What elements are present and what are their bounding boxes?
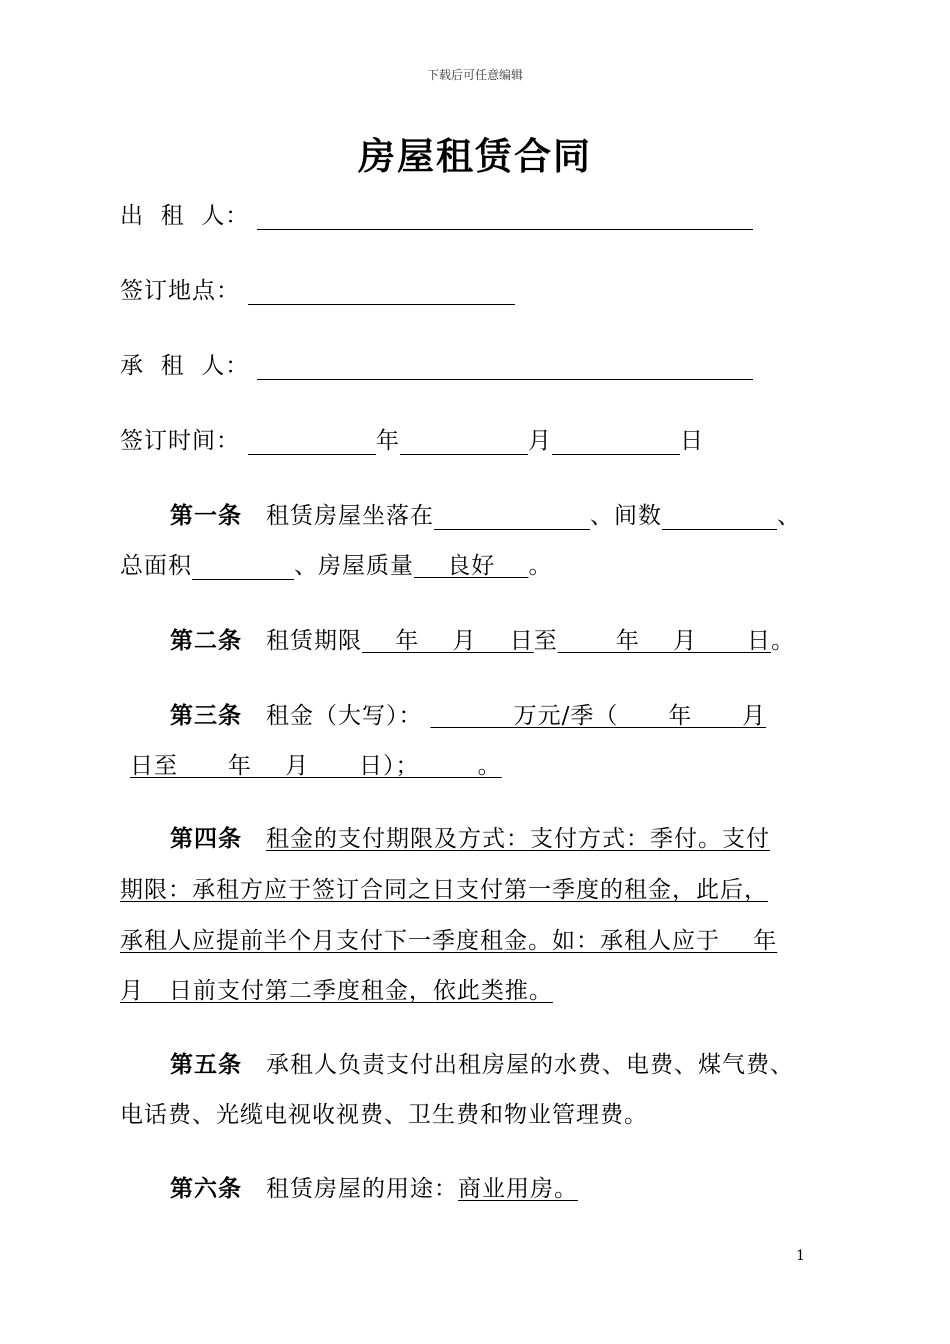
lessor-label: 出 租 人： <box>120 203 250 229</box>
lessee-field <box>120 347 753 380</box>
article-1-text-rooms: 、间数 <box>590 503 662 529</box>
place-blank[interactable] <box>248 282 515 305</box>
article-4-text-1: 租金的支付期限及方式：支付方式：季付。支付 <box>266 826 770 852</box>
day-label: 日 <box>680 428 704 454</box>
usage-value: 商业用房。 <box>458 1176 578 1202</box>
article-5-line-1 <box>170 1046 794 1079</box>
rent-amount-value: 万元/季（ 年 月 <box>430 703 767 729</box>
rooms-blank[interactable] <box>662 507 777 530</box>
article-6 <box>170 1170 578 1203</box>
lease-start-value: 年 月 日 <box>362 628 534 654</box>
lessee-label: 承 租 人： <box>120 353 250 379</box>
year-label: 年 <box>376 428 400 454</box>
article-6-text: 租赁房屋的用途： <box>266 1176 458 1202</box>
month-blank[interactable] <box>400 432 528 455</box>
place-field <box>120 272 515 305</box>
article-4-line-1 <box>170 820 770 853</box>
article-1-text-end: 。 <box>528 553 553 579</box>
lessor-blank[interactable] <box>257 207 753 230</box>
time-label: 签订时间： <box>120 428 240 454</box>
document-title: 房屋租赁合同 <box>358 134 592 178</box>
lessor-field <box>120 197 753 230</box>
lease-end-value: 年 月 日 <box>557 628 772 654</box>
lessee-blank[interactable] <box>257 357 753 380</box>
day-blank[interactable] <box>552 432 680 455</box>
article-3-line-1 <box>170 697 766 730</box>
article-1-text-sep: 、 <box>777 503 801 529</box>
month-label: 月 <box>528 428 552 454</box>
area-blank[interactable] <box>192 557 294 580</box>
article-2 <box>170 622 795 655</box>
article-2-end: 。 <box>771 628 796 654</box>
article-5-text-1: 承租人负责支付出租房屋的水费、电费、煤气费、 <box>266 1052 794 1078</box>
location-blank[interactable] <box>434 507 590 530</box>
article-4-line-4: 月 日前支付第二季度租金，依此类推。 <box>120 978 553 1004</box>
article-1-text-quality: 、房屋质量 <box>294 553 414 579</box>
article-5-title: 第五条 <box>170 1051 242 1078</box>
article-2-to: 至 <box>533 628 558 654</box>
article-4-line-3: 承租人应提前半个月支付下一季度租金。如：承租人应于 年 <box>120 928 778 954</box>
article-3-text: 租金（大写）： <box>266 703 423 729</box>
article-2-title: 第二条 <box>170 627 242 654</box>
signing-time-field <box>120 422 704 455</box>
article-6-title: 第六条 <box>170 1175 242 1202</box>
article-3-line-2 <box>130 747 502 780</box>
article-2-text: 租赁期限 <box>266 628 362 654</box>
place-label: 签订地点： <box>120 278 240 304</box>
article-5-line-2: 电话费、光缆电视收视费、卫生费和物业管理费。 <box>120 1102 648 1128</box>
year-blank[interactable] <box>248 432 376 455</box>
article-1-title: 第一条 <box>170 502 242 529</box>
page-number: 1 <box>796 1248 805 1264</box>
rent-period-value: 日至 年 月 日）； 。 <box>130 753 502 779</box>
article-1-line-2 <box>120 547 553 580</box>
article-1-text-area: 总面积 <box>120 553 192 579</box>
article-1-text-location: 租赁房屋坐落在 <box>266 503 434 529</box>
article-1-line-1 <box>170 497 801 530</box>
article-4-line-2: 期限：承租方应于签订合同之日支付第一季度的租金，此后， <box>120 877 768 903</box>
article-4-title: 第四条 <box>170 825 242 852</box>
quality-value: 良好 <box>414 553 529 579</box>
article-3-title: 第三条 <box>170 702 242 729</box>
download-watermark: 下载后可任意编辑 <box>426 68 523 82</box>
